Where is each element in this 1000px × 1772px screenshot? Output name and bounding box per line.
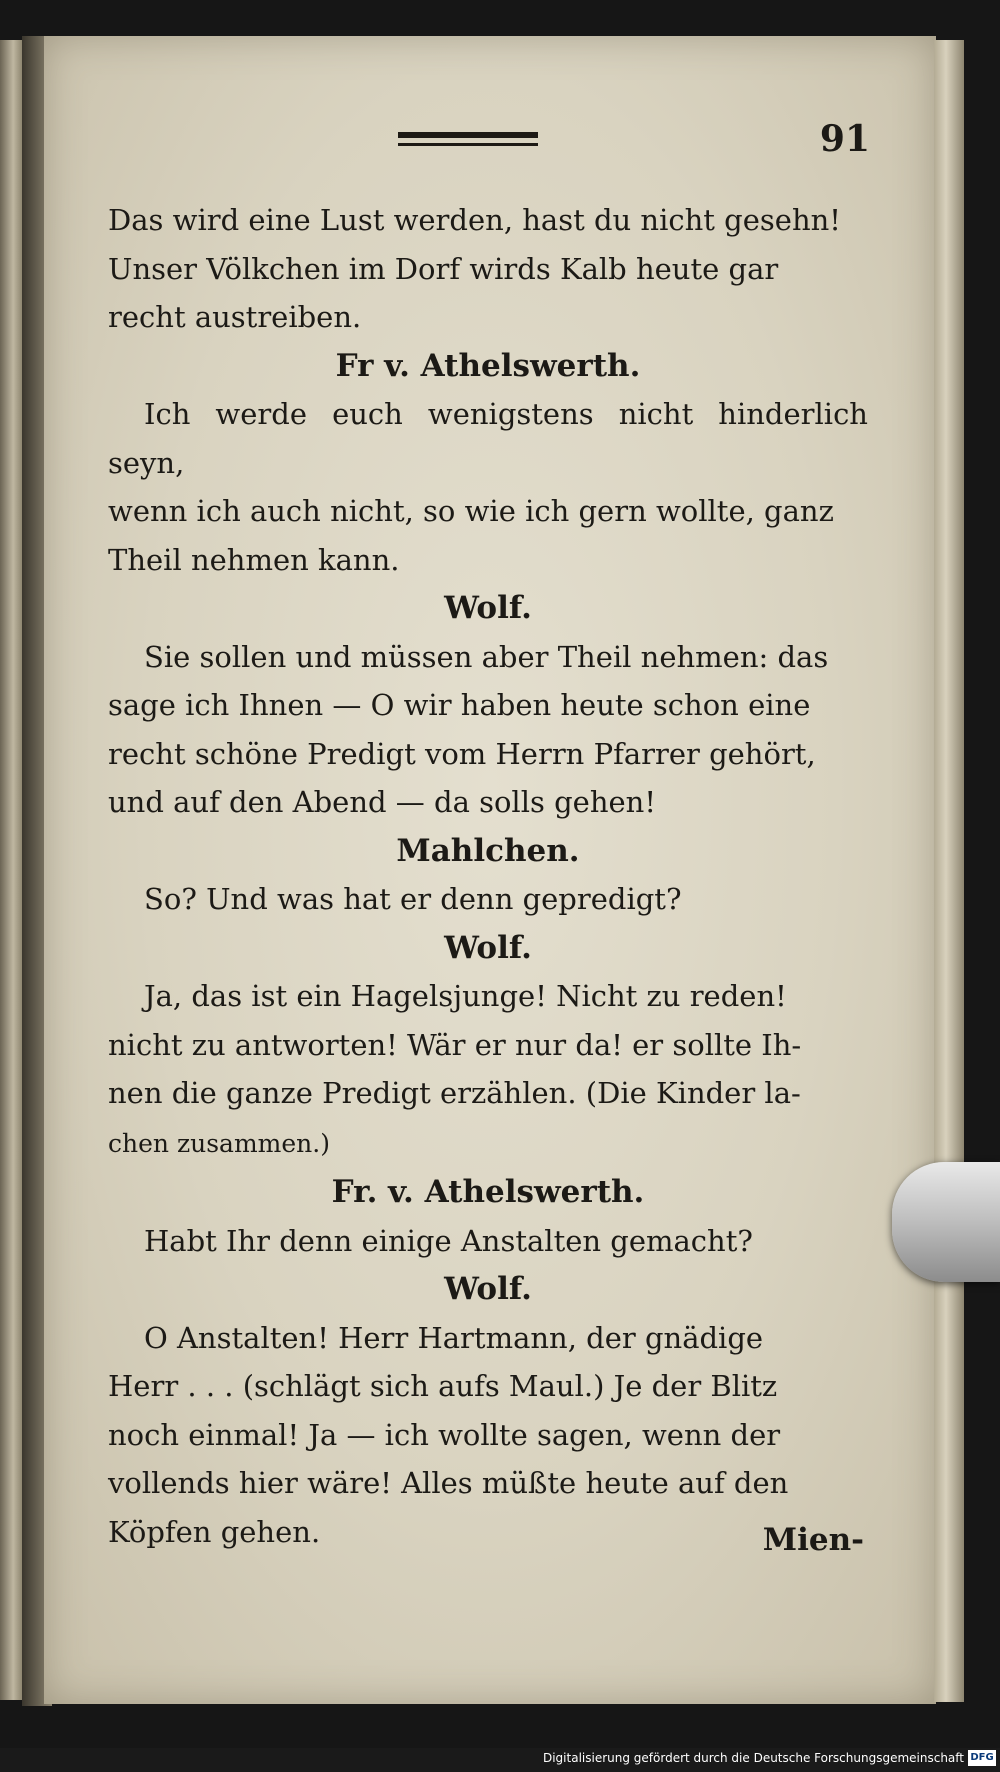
paragraph [108,875,868,924]
speaker-heading: Wolf. [444,590,532,626]
paragraph [108,1314,868,1557]
text-line: nen die ganze Predigt erzählen. (Die Kinder la- [108,1076,801,1110]
text-line: vollends hier wäre! Alles müßte heute auf den [108,1466,789,1500]
text-line: wenn ich auch nicht, so wie ich gern wollte, ganz [108,494,834,528]
text-line: Habt Ihr denn einige Anstalten gemacht? [144,1223,753,1258]
speaker-heading: Fr v. Athelswerth. [335,347,641,384]
text-line: recht schöne Predigt vom Herrn Pfarrer gehört, [108,736,816,771]
speaker-heading: Mahlchen. [396,832,580,869]
text-line: Herr . . . (schlägt sich aufs Maul.) Je der Blitz [108,1369,778,1403]
header-ornament-rule [398,132,538,146]
stage-direction-line: chen zusammen.) [108,1128,330,1158]
page-stack-edge [934,40,964,1702]
left-page-edge [0,40,22,1700]
text-line: recht austreiben. [108,300,362,334]
text-line: Das wird eine Lust werden, hast du nicht gesehn! [108,203,841,237]
catchword: Mien- [762,1522,864,1558]
text-line: nicht zu antworten! Wär er nur da! er sollte Ih- [108,1027,802,1062]
text-line: sage ich Ihnen — O wir haben heute schon eine [108,688,811,722]
dfg-logo: DFG [968,1750,996,1766]
text-line: Ja, das ist ein Hagelsjunge! Nicht zu reden! [144,979,787,1013]
text-line: So? Und was hat er denn gepredigt? [144,882,682,916]
digitization-credit: Digitalisierung gefördert durch die Deutsche Forschungsgemeinschaft [542,1751,964,1765]
text-line: Sie sollen und müssen aber Theil nehmen: das [144,639,829,674]
paragraph [108,390,868,584]
speaker-heading: Wolf. [444,929,532,966]
text-line: Köpfen gehen. [108,1514,321,1549]
paragraph [108,196,868,342]
speaker-heading: Fr. v. Athelswerth. [331,1174,645,1210]
text-line: und auf den Abend — da solls gehen! [108,785,656,819]
speaker-heading: Wolf. [444,1271,532,1307]
text-line: Unser Völkchen im Dorf wirds Kalb heute gar [108,251,779,286]
book-clamp [892,1162,1000,1282]
page-number: 91 [819,118,870,160]
text-line: O Anstalten! Herr Hartmann, der gnädige [144,1320,764,1355]
paragraph [108,1217,868,1266]
paragraph [108,633,868,827]
text-line: Theil nehmen kann. [108,542,400,577]
text-line: noch einmal! Ja — ich wollte sagen, wenn der [108,1417,781,1452]
paragraph [108,972,868,1168]
body-text [108,196,868,1556]
text-line: Ich werde euch wenigstens nicht hinderlich seyn, [108,397,868,480]
